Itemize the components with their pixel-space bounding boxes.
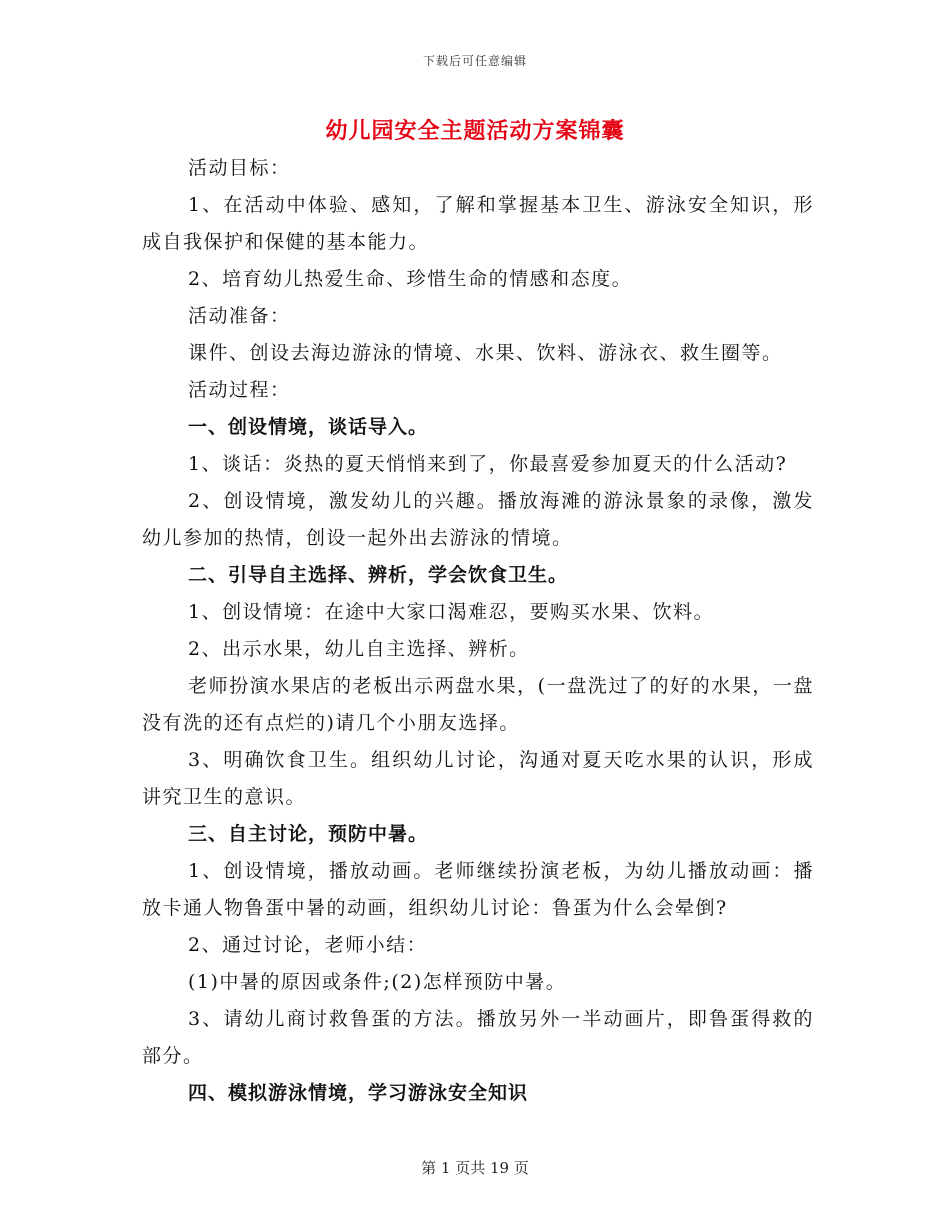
paragraph: 活动准备：: [188, 305, 291, 327]
paragraph: 1、谈话：炎热的夏天悄悄来到了，你最喜爱参加夏天的什么活动?: [188, 453, 788, 475]
paragraph: 1、创设情境，播放动画。老师继续扮演老板，为幼儿播放动画：播放卡通人物鲁蛋中暑的动画，组织幼儿讨论：鲁蛋为什么会晕倒?: [142, 860, 814, 919]
page-number: 第 1 页共 19 页: [421, 1159, 529, 1177]
paragraph: 3、明确饮食卫生。组织幼儿讨论，沟通对夏天吃水果的认识，形成讲究卫生的意识。: [142, 749, 814, 808]
paragraph: 活动过程：: [188, 379, 291, 401]
paragraph: 1、创设情境：在途中大家口渴难忍，要购买水果、饮料。: [188, 601, 715, 623]
paragraph: 2、创设情境，激发幼儿的兴趣。播放海滩的游泳景象的录像，激发幼儿参加的热情，创设一起外出去游泳的情境。: [142, 490, 814, 549]
paragraph: 老师扮演水果店的老板出示两盘水果，(一盘洗过了的好的水果，一盘没有洗的还有点烂的)请几个小朋友选择。: [142, 675, 814, 734]
section-heading: 三、自主讨论，预防中暑。: [188, 823, 429, 845]
page-header-note: 下载后可任意编辑: [422, 54, 527, 68]
paragraph: 活动目标：: [188, 157, 291, 179]
paragraph: 1、在活动中体验、感知，了解和掌握基本卫生、游泳安全知识，形成自我保护和保健的基本能力。: [142, 194, 814, 253]
paragraph: 2、出示水果，幼儿自主选择、辨析。: [188, 638, 530, 660]
paragraph: 课件、创设去海边游泳的情境、水果、饮料、游泳衣、救生圈等。: [188, 342, 783, 364]
paragraph: 2、通过讨论，老师小结：: [188, 934, 428, 956]
paragraph: 3、请幼儿商讨救鲁蛋的方法。播放另外一半动画片，即鲁蛋得救的部分。: [142, 1008, 814, 1067]
section-heading: 一、创设情境，谈话导入。: [188, 416, 429, 438]
document-body: [142, 150, 814, 1112]
paragraph: (1)中暑的原因或条件;(2)怎样预防中暑。: [188, 971, 567, 993]
document-title: 幼儿园安全主题活动方案锦囊: [325, 118, 625, 144]
section-heading: 四、模拟游泳情境，学习游泳安全知识: [188, 1082, 529, 1104]
section-heading: 二、引导自主选择、辨析，学会饮食卫生。: [188, 564, 569, 586]
paragraph: 2、培育幼儿热爱生命、珍惜生命的情感和态度。: [188, 268, 633, 290]
